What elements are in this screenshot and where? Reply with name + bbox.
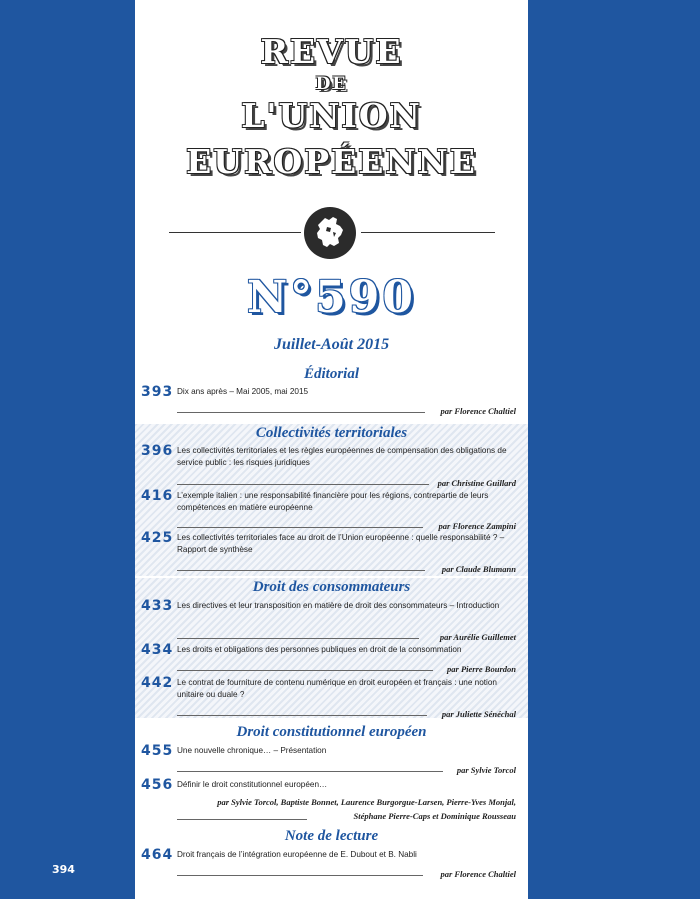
leader-line — [177, 771, 443, 772]
entry-page-number: 393 — [141, 384, 174, 400]
entry-title: Une nouvelle chronique… – Présentation — [177, 746, 327, 755]
entry-title: Les collectivités territoriales et les règles européennes de compensation des obligations de service public : les risques juridiques — [177, 446, 507, 467]
issue-number: N°590 — [246, 272, 417, 323]
entry-title: Les collectivités territoriales face au droit de l’Union européenne : quelle responsabilité ? – Rapport de synthèse — [177, 533, 505, 554]
entry-author-continued: Stéphane Pierre-Caps et Dominique Rousseau — [353, 811, 516, 821]
leader-line — [177, 819, 307, 820]
entry-page-number: 396 — [141, 443, 174, 459]
journal-title-line-4: EUROPÉENNE — [186, 142, 477, 181]
entry-page-number: 455 — [141, 743, 174, 759]
europe-map-icon — [303, 206, 357, 260]
entry-page-number: 434 — [141, 642, 174, 658]
entry-author: par Claude Blumann — [441, 564, 516, 574]
journal-title-line-2: DE — [315, 74, 348, 94]
entry-author: par Sylvie Torcol, Baptiste Bonnet, Laurence Burgorgue-Larsen, Pierre-Yves Monjal, — [217, 797, 516, 807]
journal-title-line-1: REVUE — [260, 32, 403, 71]
entry-author: par Juliette Sénéchal — [441, 709, 516, 719]
leader-line — [177, 570, 425, 571]
section-heading-consommateurs: Droit des consommateurs — [252, 579, 411, 595]
divider-right — [361, 232, 495, 233]
section-heading-editorial: Éditorial — [303, 366, 359, 382]
section-heading-collectivites: Collectivités territoriales — [255, 425, 408, 441]
divider-left — [169, 232, 301, 233]
issue-date: Juillet-Août 2015 — [273, 336, 390, 353]
journal-title-line-3: L'UNION — [241, 96, 422, 135]
entry-page-number: 464 — [141, 847, 174, 863]
entry-author: par Christine Guillard — [437, 478, 516, 488]
contents-page — [135, 0, 528, 899]
section-heading-constitutionnel: Droit constitutionnel européen — [236, 724, 427, 740]
entry-author: par Aurélie Guillemet — [439, 632, 516, 642]
entry-author: par Sylvie Torcol — [456, 765, 516, 775]
entry-page-number: 433 — [141, 598, 174, 614]
entry-title: Les directives et leur transposition en matière de droit des consommateurs – Introduction — [177, 601, 500, 610]
entry-page-number: 425 — [141, 530, 174, 546]
entry-title: Dix ans après – Mai 2005, mai 2015 — [177, 387, 309, 396]
entry-title: Définir le droit constitutionnel européen… — [177, 780, 328, 789]
entry-page-number: 416 — [141, 488, 174, 504]
leader-line — [177, 670, 433, 671]
entry-page-number: 456 — [141, 777, 174, 793]
section-heading-note-de-lecture: Note de lecture — [284, 828, 379, 844]
leader-line — [177, 638, 419, 639]
entry-author: par Florence Chaltiel — [440, 406, 516, 416]
leader-line — [177, 484, 429, 485]
entry-title: Le contrat de fourniture de contenu numérique en droit européen et français : une notion unitaire ou duale ? — [177, 678, 497, 699]
entry-title: L’exemple italien : une responsabilité financière pour les régions, contrepartie de leurs compétences en matière européenne — [177, 491, 489, 512]
entry-page-number: 442 — [141, 675, 174, 691]
entry-author: par Florence Zampini — [438, 521, 516, 531]
entry-author: par Florence Chaltiel — [440, 869, 516, 879]
leader-line — [177, 715, 427, 716]
entry-author: par Pierre Bourdon — [447, 664, 516, 674]
entry-title: Les droits et obligations des personnes publiques en droit de la consommation — [177, 645, 462, 654]
entry-title: Droit français de l’intégration européenne de E. Dubout et B. Nabli — [177, 850, 417, 859]
leader-line — [177, 527, 423, 528]
left-blue-band — [0, 0, 135, 899]
right-blue-band — [528, 0, 700, 899]
leader-line — [177, 412, 425, 413]
leader-line — [177, 875, 423, 876]
page-number: 394 — [52, 863, 75, 876]
